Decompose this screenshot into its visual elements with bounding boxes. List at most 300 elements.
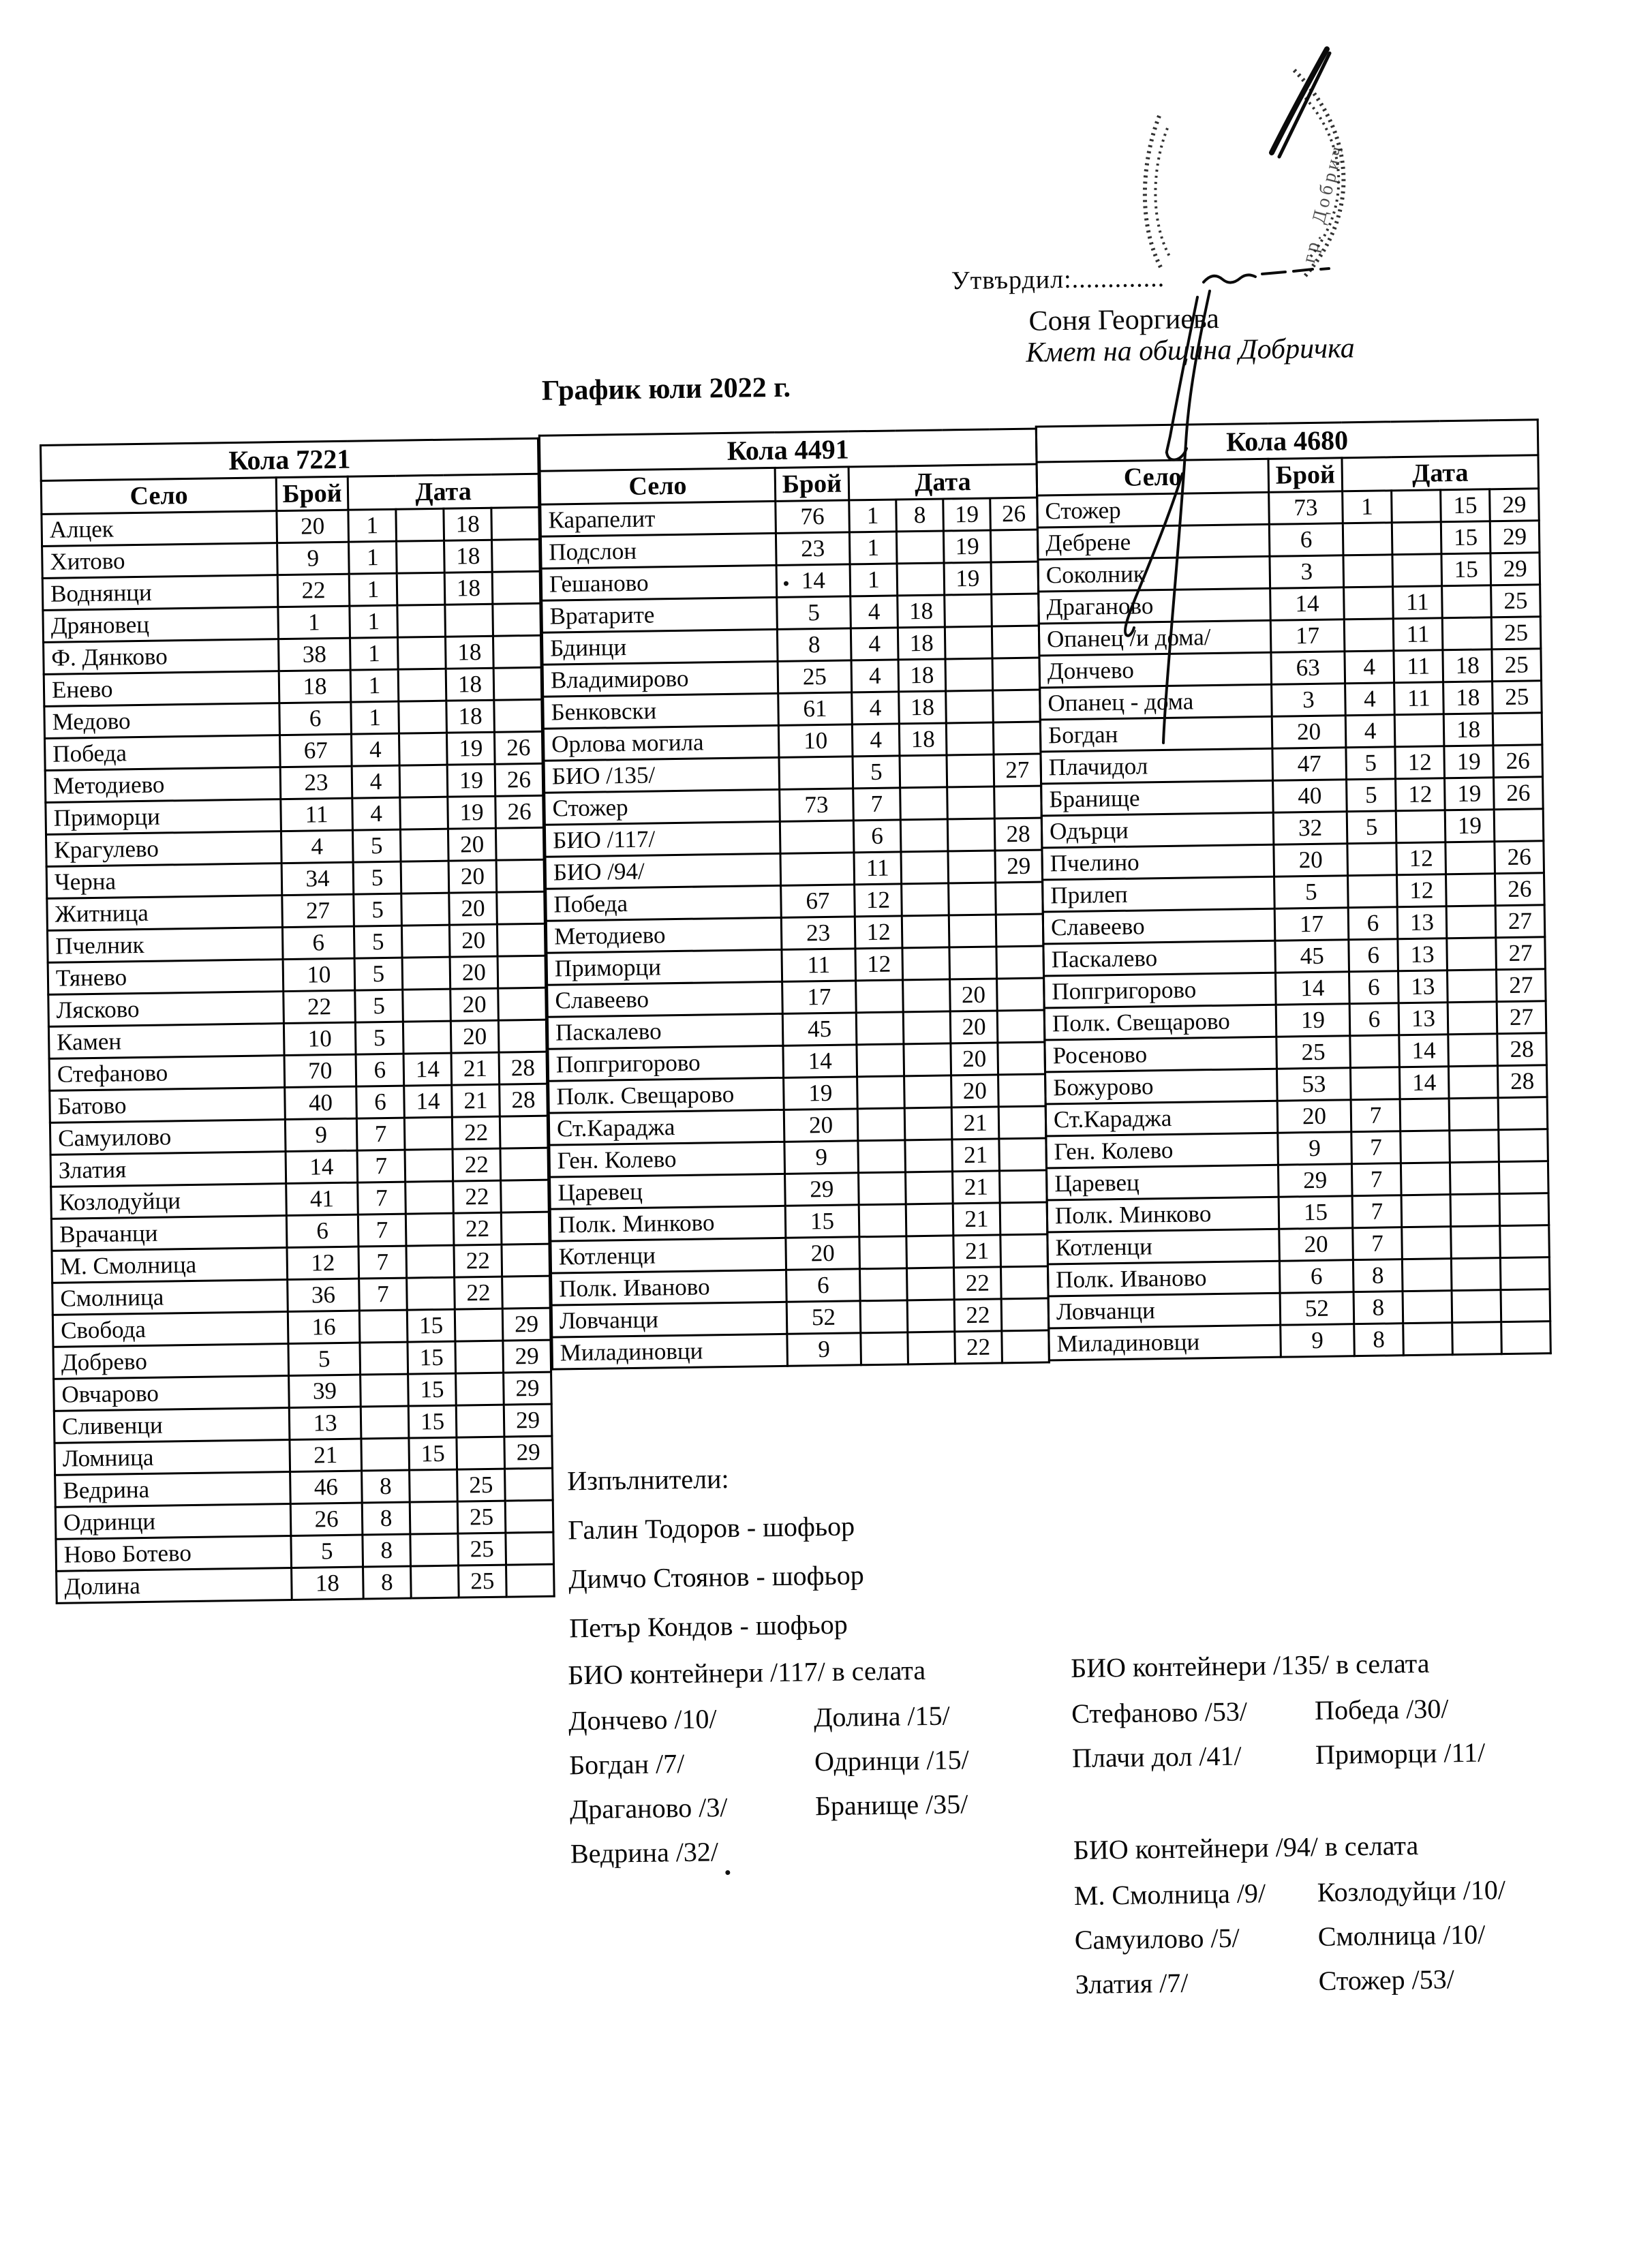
count-cell: 19: [1276, 1004, 1350, 1037]
village-cell: Царевец: [550, 1174, 786, 1209]
village-cell: Богдан: [1040, 716, 1272, 752]
date-cell: [1350, 1067, 1400, 1100]
date-cell: 25: [1492, 649, 1542, 682]
count-cell: 20: [784, 1109, 858, 1142]
count-cell: 17: [1274, 908, 1349, 941]
date-cell: [407, 1277, 455, 1310]
date-cell: [907, 1268, 955, 1300]
village-cell: Владимирово: [542, 661, 778, 697]
date-cell: 25: [1493, 681, 1542, 714]
village-cell: Камен: [48, 1024, 284, 1059]
count-cell: 61: [778, 692, 853, 726]
date-cell: [998, 1042, 1045, 1075]
bio-item: М. Смолница /9/: [1073, 1878, 1266, 1912]
village-cell: Енево: [44, 671, 279, 707]
date-cell: [1451, 1258, 1501, 1291]
date-cell: [857, 1076, 905, 1109]
date-cell: 12: [1396, 778, 1446, 811]
table-row: [1049, 1321, 1551, 1360]
count-cell: [780, 821, 854, 854]
date-cell: 5: [353, 861, 401, 894]
date-cell: 20: [950, 1011, 998, 1043]
village-cell: Победа: [45, 735, 281, 771]
date-cell: [856, 980, 904, 1013]
date-cell: [1498, 1097, 1548, 1130]
date-cell: [857, 1108, 905, 1141]
bio-item: Златия /7/: [1075, 1967, 1189, 2000]
count-cell: 9: [277, 542, 350, 575]
date-cell: 28: [499, 1052, 547, 1084]
date-cell: [497, 923, 545, 956]
date-cell: 22: [955, 1331, 1003, 1364]
count-cell: 1: [278, 606, 350, 639]
date-cell: 19: [944, 562, 992, 595]
date-cell: [992, 658, 1040, 690]
date-cell: 20: [448, 828, 496, 861]
date-cell: [906, 1236, 954, 1268]
date-cell: 19: [447, 764, 495, 797]
date-cell: 20: [450, 1020, 499, 1053]
date-cell: 5: [352, 829, 401, 862]
col-header-date: Дата: [348, 474, 539, 510]
date-cell: 21: [452, 1084, 500, 1117]
date-cell: [997, 978, 1045, 1011]
date-cell: 21: [953, 1171, 1000, 1204]
count-cell: 20: [786, 1237, 860, 1270]
date-cell: [996, 914, 1043, 947]
date-cell: [401, 925, 450, 958]
date-cell: 18: [444, 540, 493, 572]
date-cell: [1501, 1321, 1551, 1354]
date-cell: [900, 787, 948, 820]
date-cell: [991, 562, 1039, 594]
table-row: [552, 1330, 1050, 1369]
count-cell: 5: [288, 1343, 361, 1375]
date-cell: [908, 1332, 955, 1364]
date-cell: [997, 1010, 1045, 1043]
village-cell: Добрево: [53, 1344, 289, 1379]
date-cell: 4: [1345, 683, 1395, 716]
date-cell: 27: [1497, 1001, 1546, 1034]
count-cell: 20: [1272, 716, 1346, 749]
village-cell: Черна: [46, 863, 282, 899]
date-cell: 1: [349, 573, 397, 606]
village-cell: Вратарите: [542, 597, 778, 632]
count-cell: 67: [781, 885, 855, 918]
date-cell: [1500, 1257, 1550, 1290]
date-cell: 27: [1496, 937, 1546, 970]
bio-item: Победа /30/: [1314, 1693, 1449, 1726]
village-cell: Драганово: [1039, 588, 1271, 624]
date-cell: 1: [350, 669, 399, 702]
date-cell: [1446, 906, 1496, 938]
date-cell: [398, 637, 446, 669]
date-cell: 26: [495, 795, 544, 828]
date-cell: 13: [1398, 970, 1448, 1003]
village-cell: Ген. Колево: [1046, 1133, 1279, 1168]
date-cell: 19: [1444, 746, 1494, 778]
count-cell: 12: [287, 1247, 359, 1279]
date-cell: [857, 1044, 904, 1077]
col-header-date: Дата: [1342, 455, 1539, 491]
date-cell: 21: [951, 1107, 999, 1140]
count-cell: 63: [1271, 652, 1345, 685]
date-cell: 5: [355, 1022, 403, 1054]
date-cell: [405, 1149, 453, 1182]
count-cell: 47: [1272, 748, 1347, 781]
date-cell: [501, 1212, 549, 1244]
date-cell: 22: [953, 1267, 1001, 1300]
date-cell: 28: [500, 1084, 548, 1116]
date-cell: 5: [354, 958, 403, 990]
date-cell: [998, 1074, 1046, 1107]
date-cell: [945, 594, 992, 627]
date-cell: 18: [1443, 714, 1493, 746]
date-cell: [1442, 585, 1492, 618]
date-cell: 8: [363, 1534, 411, 1567]
date-cell: 14: [1399, 1067, 1449, 1099]
executor-line: Петър Кондов - шофьор: [569, 1608, 848, 1644]
date-cell: 26: [990, 498, 1038, 530]
date-cell: [896, 531, 944, 564]
date-cell: 27: [994, 754, 1041, 786]
date-cell: 4: [851, 660, 899, 692]
date-cell: [502, 1276, 551, 1309]
schedule-table-kola-4680: [1035, 418, 1552, 1361]
bio-item: Одринци /15/: [814, 1744, 969, 1777]
date-cell: [902, 883, 949, 916]
date-cell: [1401, 1131, 1450, 1163]
date-cell: [904, 1043, 951, 1076]
count-cell: 41: [286, 1182, 358, 1215]
count-cell: 67: [279, 734, 352, 767]
date-cell: 5: [354, 893, 402, 926]
date-cell: [1450, 1130, 1499, 1163]
date-cell: 15: [409, 1437, 457, 1470]
date-cell: 20: [951, 1075, 999, 1107]
count-cell: 20: [1277, 1100, 1351, 1133]
count-cell: 36: [288, 1279, 360, 1311]
date-cell: 29: [502, 1308, 551, 1341]
date-cell: 7: [358, 1214, 406, 1247]
date-cell: [949, 915, 996, 947]
date-cell: [411, 1565, 459, 1598]
date-cell: 8: [1354, 1324, 1404, 1356]
date-cell: [860, 1300, 908, 1333]
date-cell: 6: [356, 1086, 405, 1118]
date-cell: [1448, 1034, 1498, 1067]
date-cell: [1000, 1170, 1047, 1203]
village-cell: Крагулево: [46, 831, 281, 867]
date-cell: 19: [448, 796, 496, 829]
date-cell: [945, 658, 993, 691]
village-cell: Ломница: [55, 1440, 290, 1476]
date-cell: [455, 1309, 503, 1341]
date-cell: [947, 819, 995, 851]
date-cell: [492, 571, 540, 604]
date-cell: [1494, 809, 1544, 842]
count-cell: 9: [784, 1141, 859, 1174]
col-header-village: Село: [1037, 459, 1269, 495]
count-cell: 5: [1274, 876, 1349, 909]
village-cell: Долина: [57, 1568, 292, 1604]
count-cell: 10: [283, 958, 355, 991]
count-cell: 18: [279, 670, 351, 703]
date-cell: 12: [855, 884, 902, 917]
date-cell: [496, 859, 545, 892]
date-cell: 20: [950, 979, 998, 1011]
date-cell: 25: [457, 1501, 506, 1533]
count-cell: 3: [1270, 555, 1344, 589]
date-cell: 22: [455, 1277, 503, 1309]
village-cell: Дряновец: [43, 607, 279, 643]
date-cell: 7: [1351, 1131, 1401, 1164]
date-cell: 20: [450, 988, 499, 1021]
village-cell: Полк. Иваново: [551, 1270, 787, 1305]
date-cell: 4: [352, 765, 400, 798]
date-cell: 6: [853, 820, 901, 853]
date-cell: 29: [503, 1340, 551, 1373]
date-cell: 15: [1441, 489, 1490, 522]
date-cell: [492, 539, 540, 572]
date-cell: [491, 507, 540, 540]
date-cell: [406, 1245, 455, 1278]
village-cell: Приморци: [547, 949, 782, 985]
count-cell: 10: [778, 724, 853, 758]
date-cell: 1: [350, 605, 398, 638]
date-cell: [1348, 875, 1398, 908]
date-cell: [403, 1021, 451, 1054]
village-cell: Методиево: [546, 917, 782, 953]
date-cell: [361, 1374, 409, 1407]
date-cell: [947, 786, 995, 819]
village-cell: Приморци: [46, 799, 281, 835]
schedule-table-kola-7221: [40, 438, 555, 1604]
count-cell: 11: [281, 798, 353, 831]
approval-label: Утвърдил:.............: [951, 263, 1165, 296]
village-cell: Царевец: [1046, 1165, 1279, 1200]
date-cell: [361, 1438, 410, 1471]
date-cell: [949, 883, 996, 915]
date-cell: [994, 786, 1042, 819]
approver-role: Кмет на община Добричка: [1025, 333, 1356, 369]
date-cell: [1499, 1161, 1548, 1194]
table-title: Кола 4680: [1036, 420, 1538, 462]
date-cell: [946, 690, 994, 723]
date-cell: [498, 956, 546, 988]
date-cell: 1: [350, 637, 399, 670]
count-cell: 22: [277, 574, 350, 607]
date-cell: [1344, 587, 1394, 620]
date-cell: 18: [446, 668, 494, 701]
date-cell: [403, 989, 451, 1022]
col-header-count: Брой: [775, 467, 849, 502]
date-cell: [901, 851, 949, 884]
date-cell: 18: [899, 723, 947, 756]
count-cell: 20: [1274, 844, 1348, 877]
village-cell: Полк. Иваново: [1047, 1261, 1280, 1296]
date-cell: 15: [408, 1373, 457, 1406]
date-cell: [1403, 1291, 1452, 1324]
date-cell: [1446, 874, 1496, 906]
date-cell: 22: [954, 1299, 1002, 1332]
date-cell: [1001, 1298, 1049, 1331]
date-cell: 29: [1490, 489, 1540, 521]
date-cell: 6: [1349, 1003, 1399, 1036]
count-cell: 23: [280, 766, 352, 799]
date-cell: 5: [853, 756, 900, 789]
date-cell: 7: [1353, 1227, 1403, 1260]
date-cell: [1451, 1226, 1501, 1259]
date-cell: 20: [450, 956, 498, 989]
count-cell: 6: [1269, 523, 1343, 557]
bio-item: Козлодуйци /10/: [1317, 1874, 1506, 1908]
bio-item: Плачи дол /41/: [1071, 1740, 1242, 1774]
date-cell: [900, 819, 948, 852]
date-cell: 18: [1443, 682, 1493, 714]
date-cell: 7: [358, 1246, 407, 1279]
date-cell: [1401, 1195, 1451, 1227]
date-cell: 22: [454, 1244, 502, 1277]
date-cell: 21: [953, 1203, 1000, 1236]
date-cell: [1442, 617, 1492, 650]
village-cell: Опанец - дома: [1040, 684, 1272, 720]
date-cell: 20: [448, 860, 497, 893]
count-cell: 6: [279, 702, 352, 735]
date-cell: 26: [1494, 777, 1544, 810]
date-cell: [993, 722, 1041, 754]
date-cell: [905, 1140, 953, 1172]
date-cell: 28: [1497, 1065, 1547, 1098]
date-cell: [397, 605, 446, 637]
date-cell: 29: [504, 1404, 552, 1437]
village-cell: Ст.Караджа: [549, 1110, 784, 1145]
date-cell: [493, 603, 541, 636]
village-cell: Лясково: [48, 992, 284, 1027]
village-cell: Стожер: [1037, 492, 1270, 528]
date-cell: [1350, 1035, 1400, 1068]
village-cell: Одърци: [1041, 812, 1274, 848]
date-cell: 21: [952, 1139, 1000, 1172]
date-cell: [948, 851, 996, 883]
count-cell: 53: [1276, 1068, 1351, 1101]
date-cell: 8: [363, 1566, 412, 1599]
village-cell: Ведрина: [55, 1472, 291, 1508]
date-cell: 14: [1399, 1035, 1449, 1067]
count-cell: 6: [286, 1214, 358, 1247]
date-cell: 4: [852, 724, 900, 756]
date-cell: 29: [995, 850, 1043, 883]
date-cell: [1000, 1202, 1047, 1235]
date-cell: 7: [358, 1182, 406, 1214]
date-cell: [999, 1138, 1047, 1171]
date-cell: [500, 1148, 549, 1180]
date-cell: [457, 1437, 505, 1469]
date-cell: 22: [453, 1180, 502, 1213]
count-cell: 23: [776, 532, 850, 566]
count-cell: 45: [1275, 940, 1349, 973]
date-cell: [1400, 1099, 1450, 1131]
village-cell: Смолница: [52, 1280, 288, 1315]
date-cell: [1392, 554, 1442, 587]
date-cell: 1: [351, 701, 399, 734]
count-cell: 38: [279, 638, 351, 671]
count-cell: 39: [289, 1375, 361, 1407]
village-cell: Полк. Минково: [550, 1206, 786, 1241]
date-cell: 14: [404, 1085, 453, 1118]
date-cell: [360, 1342, 408, 1375]
village-cell: Гешаново: [541, 565, 777, 600]
date-cell: 18: [446, 700, 495, 733]
date-cell: [904, 1075, 952, 1108]
count-cell: 18: [292, 1567, 364, 1600]
date-cell: 12: [1397, 874, 1447, 907]
date-cell: [907, 1300, 955, 1332]
date-cell: [1000, 1234, 1048, 1267]
date-cell: 7: [357, 1150, 406, 1182]
col-header-village: Село: [540, 468, 776, 504]
date-cell: [1499, 1129, 1548, 1162]
village-cell: Божурово: [1045, 1069, 1278, 1104]
date-cell: 27: [1495, 905, 1545, 938]
date-cell: [1450, 1194, 1500, 1227]
date-cell: 22: [453, 1212, 502, 1245]
date-cell: 26: [495, 763, 543, 796]
village-cell: Ф. Дянково: [44, 639, 279, 675]
village-cell: Житница: [47, 896, 283, 931]
count-cell: 52: [786, 1301, 861, 1334]
date-cell: [1401, 1163, 1450, 1195]
bio-item: Приморци /11/: [1315, 1737, 1486, 1771]
count-cell: 70: [284, 1054, 356, 1087]
date-cell: [1452, 1322, 1502, 1355]
date-cell: 7: [1352, 1195, 1402, 1228]
count-cell: 29: [785, 1173, 859, 1206]
village-cell: Соколник: [1038, 556, 1270, 592]
date-cell: [906, 1204, 953, 1236]
date-cell: [1403, 1323, 1453, 1356]
village-cell: Ст.Караджа: [1045, 1101, 1278, 1136]
village-cell: Дончево: [1039, 652, 1272, 688]
date-cell: [404, 1117, 453, 1150]
date-cell: 5: [1347, 811, 1396, 844]
date-cell: [1392, 522, 1441, 555]
village-cell: Котленци: [1047, 1229, 1280, 1264]
col-header-count: Брой: [276, 476, 348, 510]
date-cell: [1343, 555, 1393, 587]
date-cell: [399, 733, 447, 765]
date-cell: [397, 572, 445, 605]
date-cell: 15: [407, 1309, 455, 1342]
date-cell: 7: [1351, 1099, 1401, 1132]
table-title: Кола 4491: [539, 429, 1037, 471]
village-cell: Врачанци: [51, 1216, 287, 1251]
date-cell: 12: [1396, 842, 1446, 875]
count-cell: 16: [288, 1311, 360, 1343]
date-cell: [861, 1332, 908, 1365]
count-cell: 76: [776, 500, 850, 534]
date-cell: 7: [853, 788, 901, 821]
count-cell: 6: [1279, 1260, 1353, 1294]
date-cell: 26: [1495, 873, 1545, 906]
count-cell: 21: [290, 1439, 362, 1471]
date-cell: 26: [1493, 745, 1543, 778]
date-cell: 12: [855, 916, 902, 949]
date-cell: 13: [1397, 906, 1447, 939]
date-cell: 7: [1351, 1163, 1401, 1196]
date-cell: [906, 1172, 953, 1204]
date-cell: [1343, 523, 1392, 555]
